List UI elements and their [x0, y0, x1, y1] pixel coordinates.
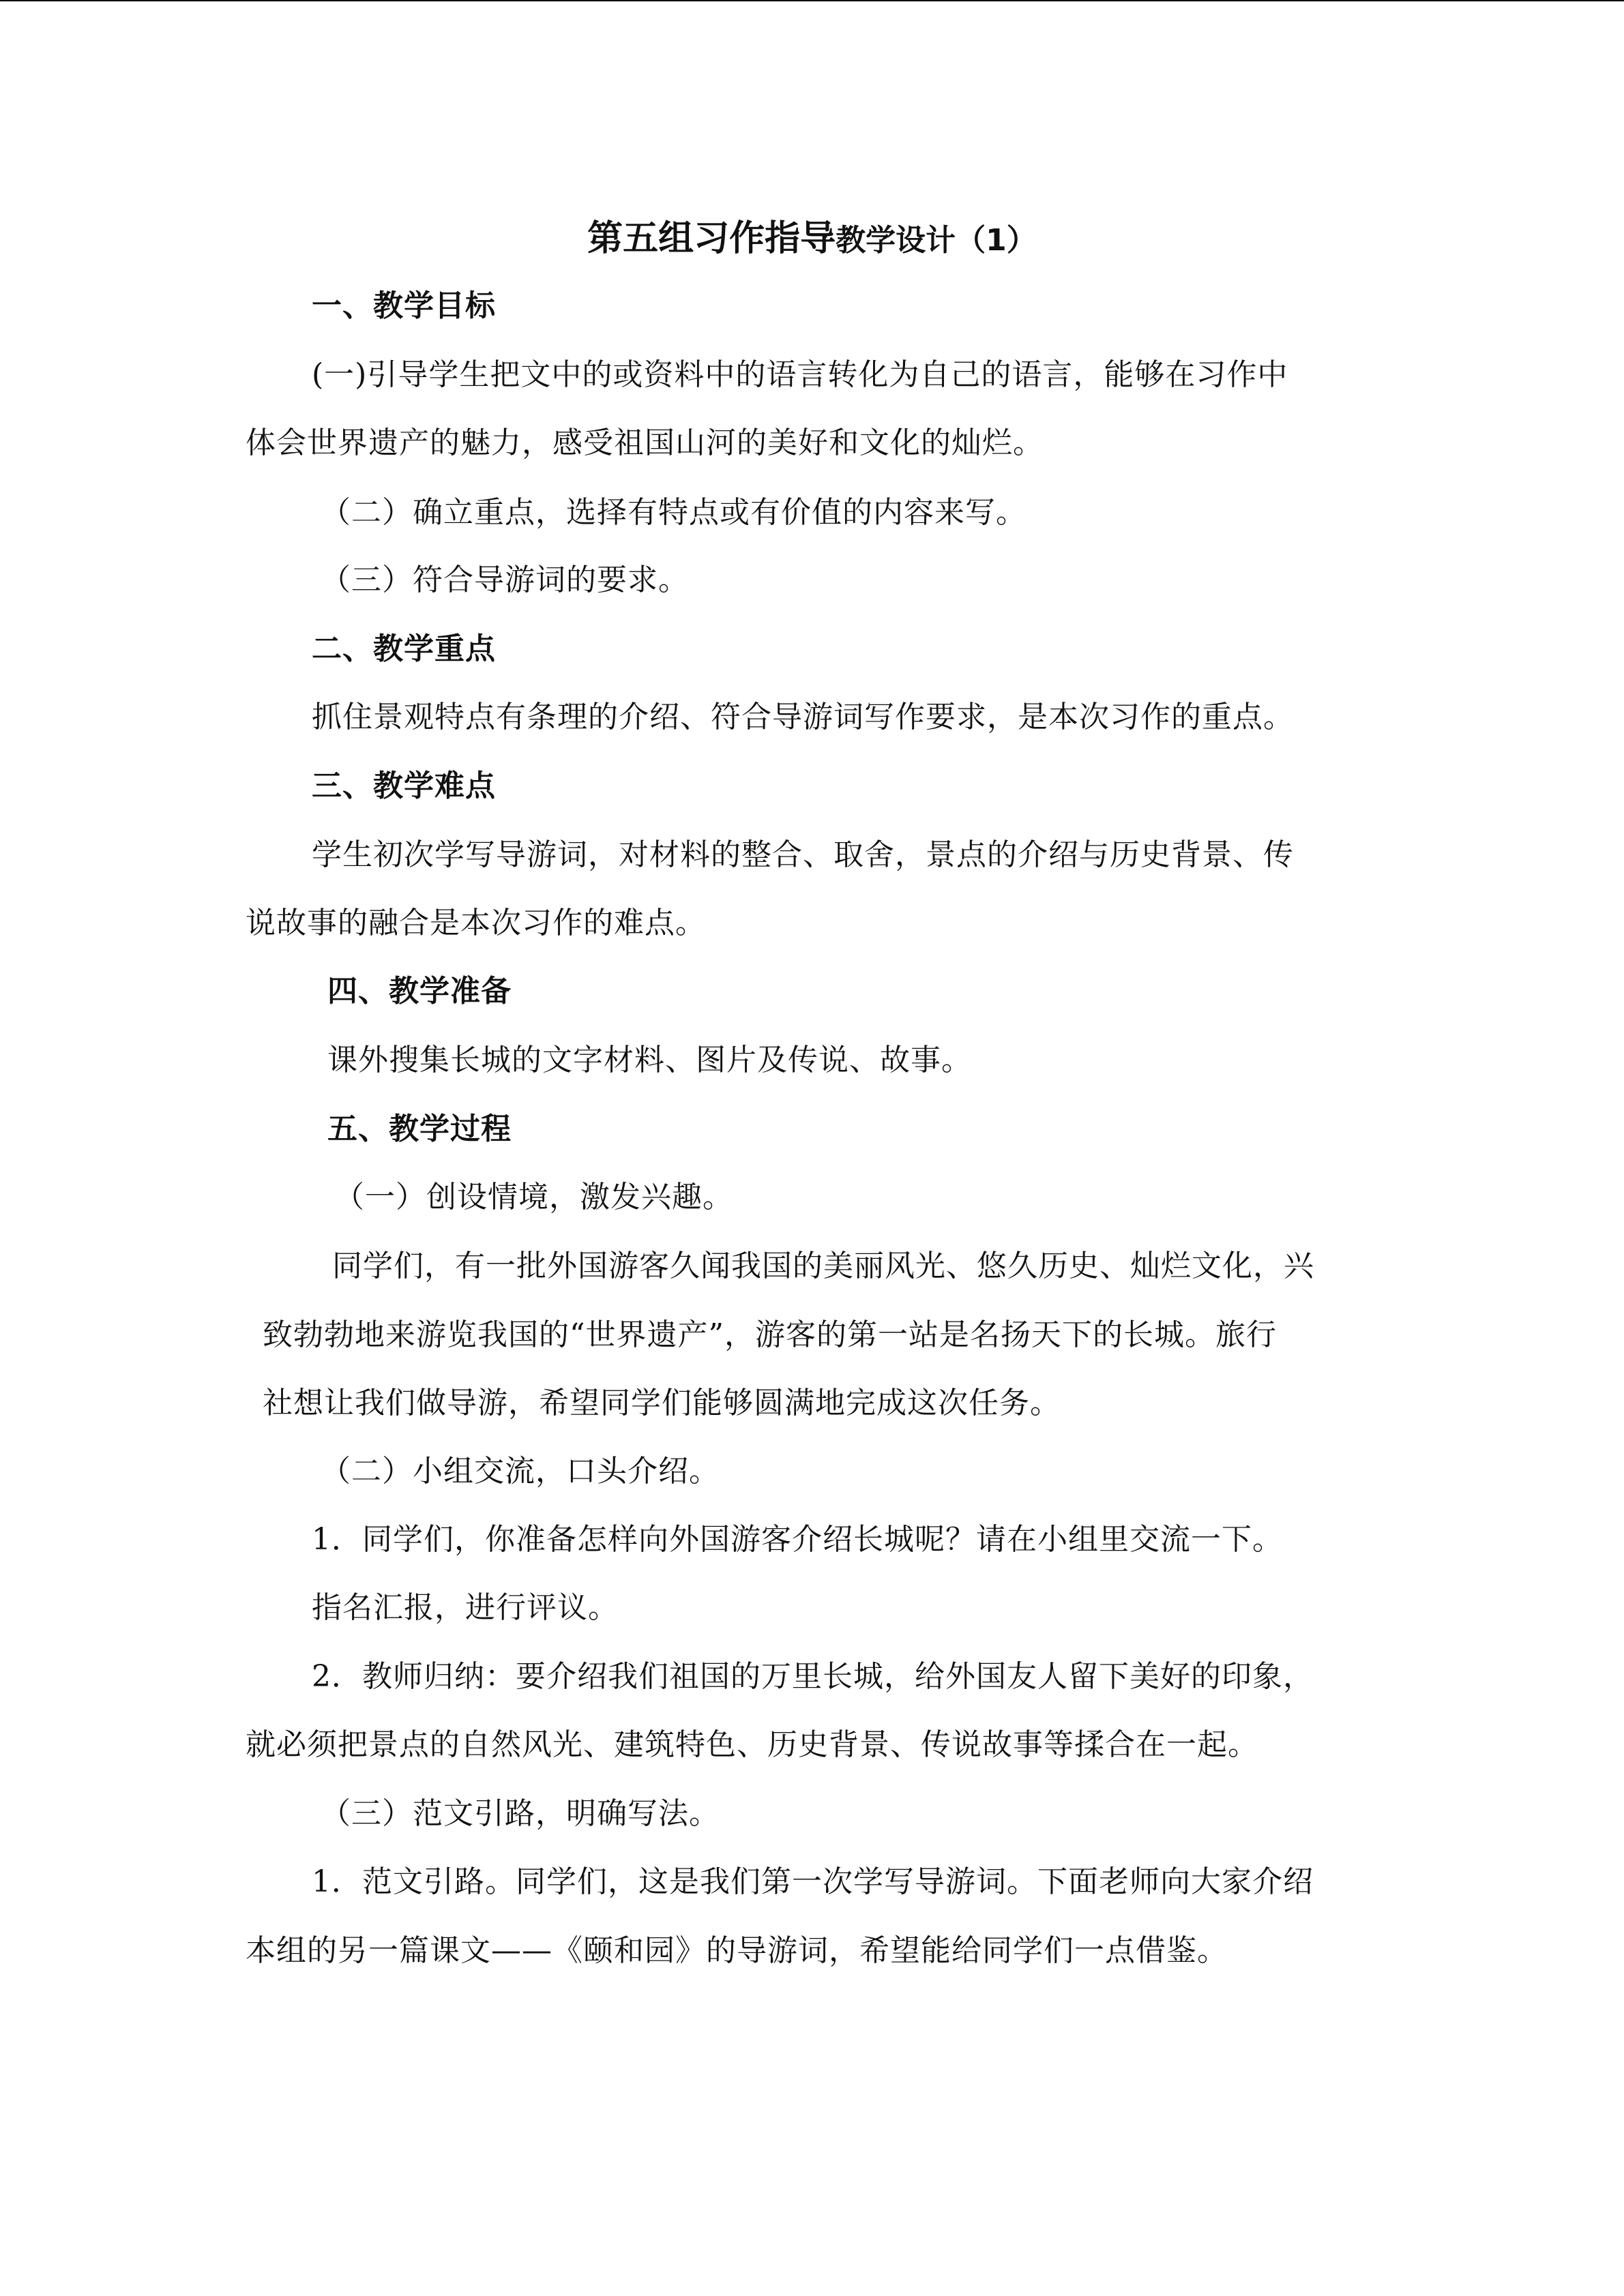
paragraph-line: 体会世界遗产的魅力，感受祖国山河的美好和文化的灿烂。 [246, 426, 1044, 460]
heading-teaching-focus: 二、教学重点 [312, 631, 496, 666]
paragraph-line: 致勃勃地来游览我国的“世界遗产”，游客的第一站是名扬天下的长城。旅行 [263, 1317, 1277, 1352]
paragraph-line: 课外搜集长城的文字材料、图片及传说、故事。 [327, 1043, 972, 1077]
paragraph-line: 学生初次学写导游词，对材料的整合、取舍，景点的介绍与历史背景、传 [312, 837, 1294, 872]
heading-teaching-process: 五、教学过程 [327, 1112, 512, 1146]
paragraph-line: 指名汇报，进行评议。 [312, 1590, 619, 1625]
paragraph-line: （一）创设情境，激发兴趣。 [334, 1180, 733, 1214]
paragraph-line: （二）确立重点，选择有特点或有价值的内容来写。 [321, 495, 1027, 530]
paragraph-line: 1．同学们，你准备怎样向外国游客介绍长城呢？请在小组里交流一下。 [312, 1522, 1283, 1557]
paragraph-line: （二）小组交流，口头介绍。 [321, 1454, 720, 1489]
paragraph-line: 2．教师归纳：要介绍我们祖国的万里长城，给外国友人留下美好的印象， [312, 1659, 1314, 1694]
paragraph-line: 说故事的融合是本次习作的难点。 [246, 906, 706, 940]
paragraph-line: 就必须把景点的自然风光、建筑特色、历史背景、传说故事等揉合在一起。 [246, 1727, 1258, 1762]
paragraph-line: 本组的另一篇课文——《颐和园》的导游词，希望能给同学们一点借鉴。 [246, 1933, 1228, 1968]
paragraph-line: 同学们，有一批外国游客久闻我国的美丽风光、悠久历史、灿烂文化，兴 [332, 1249, 1314, 1283]
paragraph-line: 1．范文引路。同学们，这是我们第一次学写导游词。下面老师向大家介绍 [312, 1864, 1314, 1899]
heading-teaching-difficulty: 三、教学难点 [312, 769, 496, 803]
paragraph-line: (一)引导学生把文中的或资料中的语言转化为自己的语言，能够在习作中 [312, 357, 1288, 392]
paragraph-line: 抓住景观特点有条理的介绍、符合导游词写作要求，是本次习作的重点。 [312, 700, 1294, 734]
paragraph-line: 社想让我们做导游，希望同学们能够圆满地完成这次任务。 [263, 1386, 1061, 1420]
heading-teaching-goals: 一、教学目标 [312, 288, 496, 323]
title-main: 第五组习作指导 [587, 218, 836, 259]
paragraph-line: （三）范文引路，明确写法。 [321, 1796, 720, 1831]
document-title [0, 217, 1624, 269]
paragraph-line: （三）符合导游词的要求。 [321, 563, 689, 597]
heading-teaching-preparation: 四、教学准备 [327, 974, 512, 1009]
title-suffix: 教学设计（1） [836, 223, 1037, 258]
page-top-border [0, 0, 1624, 1]
